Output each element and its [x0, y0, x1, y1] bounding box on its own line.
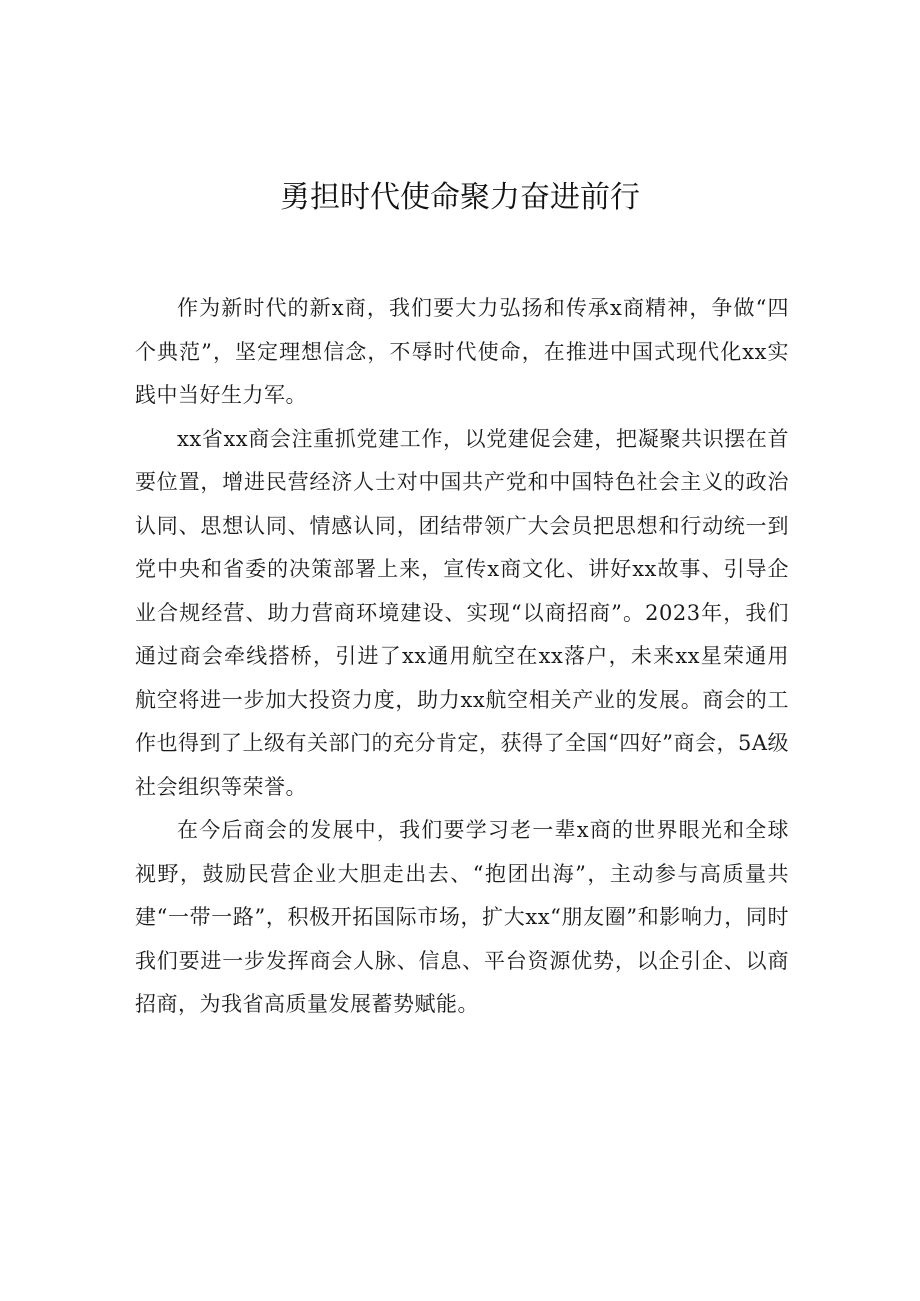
document-title: 勇担时代使命聚力奋进前行: [280, 180, 640, 215]
paragraph-3: 在今后商会的发展中，我们要学习老一辈x商的世界眼光和全球视野，鼓励民营企业大胆走出去、“抱团出海”，主动参与高质量共建“一带一路”，积极开拓国际市场，扩大xx“朋友圈”和影响力，同时我们要进一步发挥商会人脉、信息、平台资源优势，以企引企、以商招商，为我省高质量发展蓄势赋能。: [135, 818, 789, 1016]
document-body: [135, 287, 789, 1027]
paragraph-2: xx省xx商会注重抓党建工作，以党建促会建，把凝聚共识摆在首要位置，增进民营经济人士对中国共产党和中国特色社会主义的政治认同、思想认同、情感认同，团结带领广大会员把思想和行动统一到党中央和省委的决策部署上来，宣传x商文化、讲好xx故事、引导企业合规经营、助力营商环境建设、实现“以商招商”。2023年，我们通过商会牵线搭桥，引进了xx通用航空在xx落户，未来xx星荣通用航空将进一步加大投资力度，助力xx航空相关产业的发展。商会的工作也得到了上级有关部门的充分肯定，获得了全国“四好”商会，5A级社会组织等荣誉。: [135, 426, 789, 799]
paragraph-1: 作为新时代的新x商，我们要大力弘扬和传承x商精神，争做“四个典范”，坚定理想信念，不辱时代使命，在推进中国式现代化xx实践中当好生力军。: [135, 296, 789, 407]
